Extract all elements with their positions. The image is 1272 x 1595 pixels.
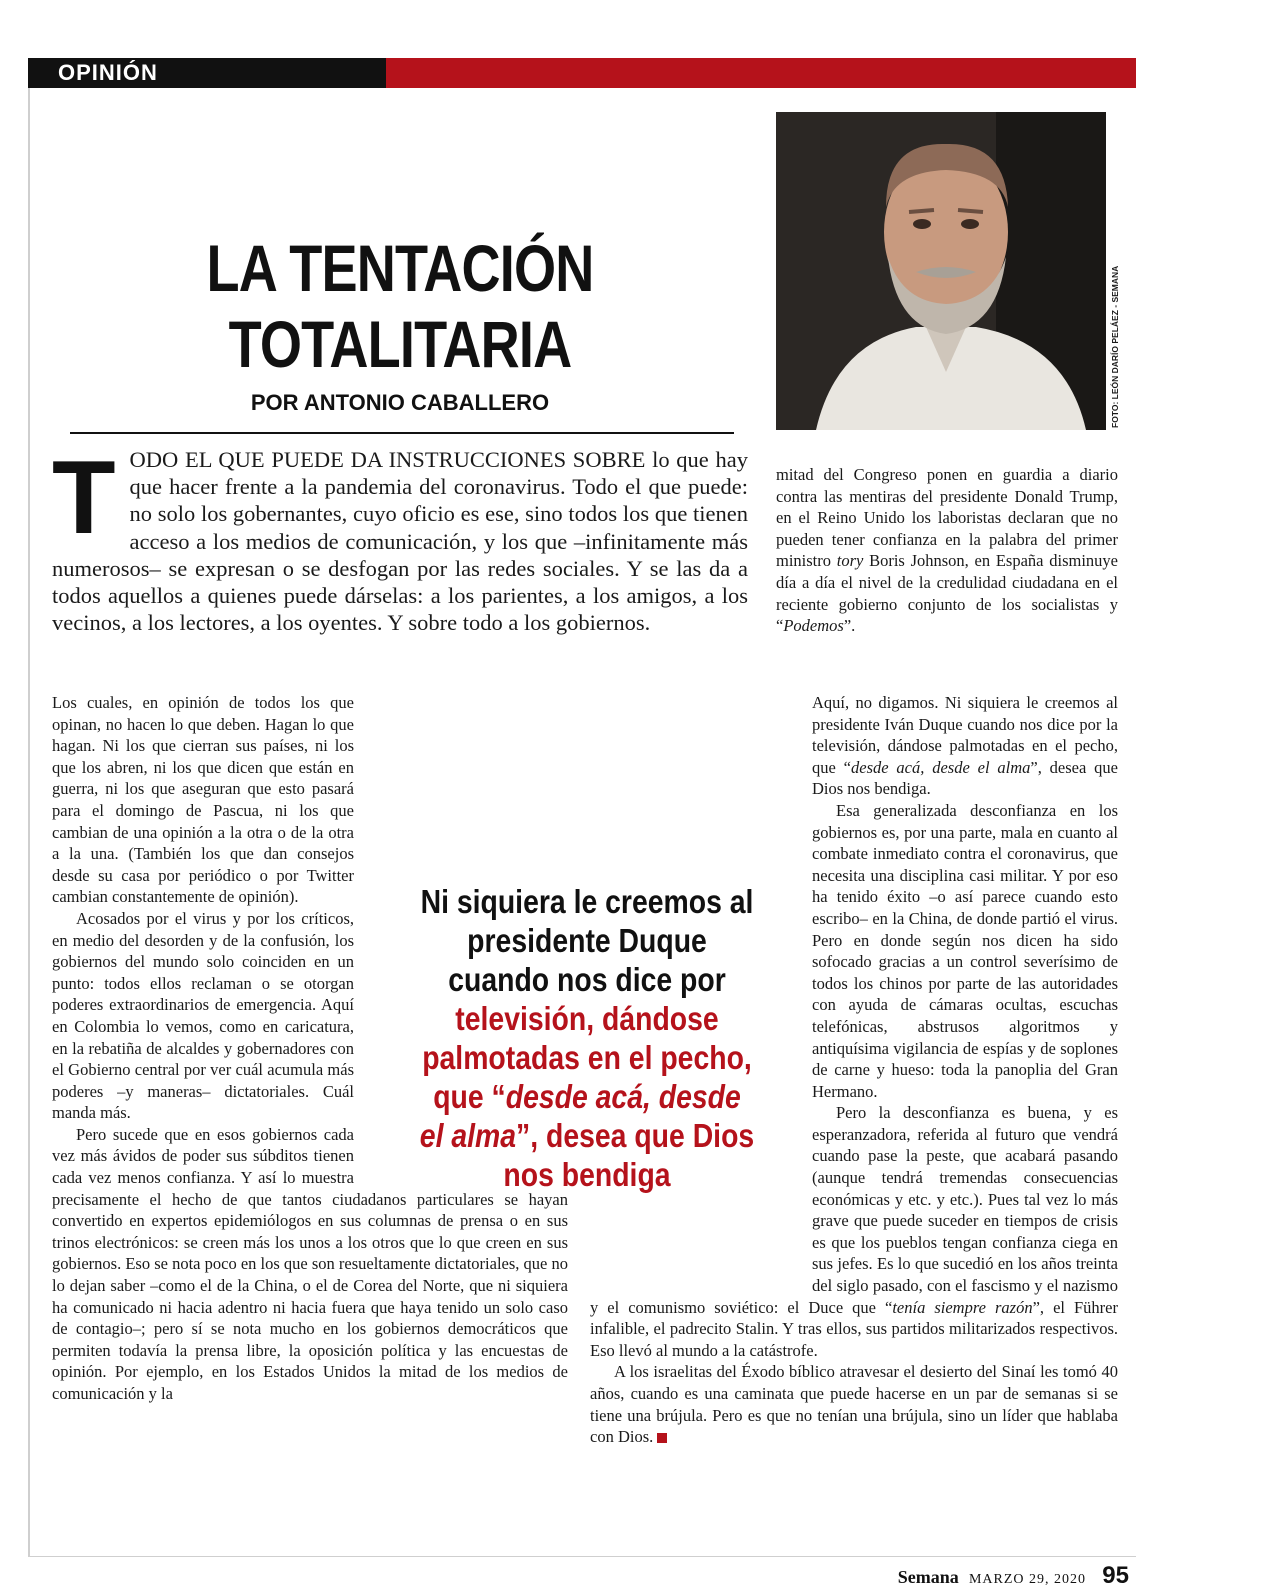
- intro-paragraph: [52, 440, 749, 636]
- photo-credit-holder: [1110, 265, 1272, 438]
- intro-text: lo que hay que hacer frente a la pandemia del coronavirus. Todo el que puede: no solo los gobernantes, cuyo oficio es ese, sino todos los que tienen acceso a los medios de comunicación, y los que –infinitamente más numerosos– se expresan o se desfogan por las redes sociales. Y se las da a todos aquellos a quienes puede dárselas: a los parientes, a los amigos, a los vecinos, a los lectores, a los oyentes. Y sobre todo a los gobiernos.: [52, 447, 749, 636]
- bottom-margin-rule: [28, 1556, 1136, 1557]
- drop-cap: T: [52, 440, 116, 556]
- right-p1-text-b: ”, desea que Dios nos bendiga.: [812, 757, 1118, 799]
- right-p1-em: desde acá, desde el alma: [851, 757, 1031, 777]
- right-p3-text-a: Pero la desconfianza es buena, y es esperanzadora, referida al futuro que vendrá cuando pase la peste, que acabará pasando (aunque tendrá tremendas consecuencias económicas y etc. y etc.). Pues tal vez lo más grave que puede suceder en tiempos de crisis es que los pueblos tengan confianza ciega en sus jefes. Es lo que sucedió en los años treinta del siglo pasado, con el fascismo y el nazismo y el comunismo soviético: el Duce que “: [590, 1103, 1118, 1317]
- pull-quote-red-1: televisión, dándose palmotadas en el pecho, que “: [422, 1000, 752, 1115]
- section-bar: [28, 58, 1136, 88]
- right-p4-text: A los israelitas del Éxodo bíblico atravesar el desierto del Sinaí les tomó 40 años, cuando es una caminata que puede hacerse en un par de semanas si se tiene una brújula. Pero es que no tenían una brújula, sino un líder que hablaba con Dios.: [590, 1362, 1118, 1447]
- issue-date: MARZO 29, 2020: [968, 1572, 1087, 1587]
- page-number: 95: [1102, 1562, 1129, 1589]
- author-photo: [776, 112, 1106, 430]
- right-p1-text-a: Aquí, no digamos. Ni siquiera le creemos al presidente Iván Duque cuando nos dice por la televisión, dándose palmotadas en el pecho, que “: [812, 693, 1118, 777]
- right-top-em-1: tory: [836, 551, 864, 571]
- left-p1: Los cuales, en opinión de todos los que opinan, no hacen lo que deben. Hagan lo que hagan. Ni los que cierran sus países, ni los que los abren, ni los que dicen que están en guerra, ni los que aseguran que esto pasará para el domingo de Pascua, ni los que cambian de una opinión a la otra o de la otra a la una. (También los que dan consejos desde su casa por periódico o por Twitter cambian constantemente de opinión).: [52, 693, 354, 907]
- right-top-text-3: ”.: [843, 616, 856, 636]
- section-accent-bar: [386, 58, 1136, 88]
- headline-line-2: TOTALITARIA: [228, 307, 572, 381]
- author-portrait-illustration: [776, 112, 1106, 430]
- left-margin-rule: [28, 88, 30, 1556]
- headline: [170, 230, 629, 382]
- page-footer: [898, 1562, 1129, 1590]
- right-p3-em: tenía siempre razón: [892, 1297, 1033, 1317]
- photo-credit: FOTO: LEÓN DARÍO PELÁEZ - SEMANA: [1110, 265, 1120, 428]
- left-p2: Acosados por el virus y por los críticos, en medio del desorden y de la confusión, los gobiernos del mundo solo coinciden en un punto: todos ellos reclaman o se otorgan poderes extraordinarios de emergencia. Aquí en Colombia lo vemos, como en caricatura, en la rebatiña de alcaldes y gobernadores con el Gobierno central por ver cuál acumula más poderes –y maneras– dictatoriales. Cuál manda más.: [52, 908, 354, 1123]
- end-of-article-mark: [657, 1433, 667, 1443]
- headline-rule: [70, 432, 734, 434]
- left-p3: Pero sucede que en esos gobiernos cada vez más ávidos de poder sus súbditos tienen cada vez menos confianza. Y así lo muestra precisamente el hecho de que tantos ciudadanos particulares se hayan convertido en expertos epidemiólogos en sus columnas de prensa o en sus trinos electrónicos: se creen más los unos a los otros que lo que creen en sus gobiernos. Eso se nota poco en los que son resueltamente dictatoriales, que no lo dejan saber –como el de la China, o el de Corea del Norte, que ni siquiera ha comunicado ni hacia adentro ni hacia fuera que haya tenido un solo caso de contagio–; pero sí se nota mucho en los gobiernos democráticos que permiten todavía la prensa libre, la oposición política y las encuestas de opinión. Por ejemplo, en los Estados Unidos la mitad de los medios de comunicación y la: [52, 1124, 568, 1403]
- pull-quote-red-2: ”, desea que Dios nos bendiga: [503, 1117, 755, 1193]
- right-top-paragraph: [776, 464, 1118, 637]
- right-p4: [590, 1361, 1118, 1447]
- right-p2: Esa generalizada desconfianza en los gobiernos es, por una parte, mala en cuanto al combate inmediato contra el coronavirus, que necesita una disciplina casi militar. Y por eso ha tenido éxito –o así parece cuando esto escribo– en la China, de donde partió el virus. Pero en donde según nos dicen ha sido sofocado gracias a un control severísimo de todos los chinos por parte de las autoridades con ayuda de cámaras ocultas, escuchas telefónicas, abstrusos algoritmos y antiquísima vigilancia de espías y de soplones de carne y hueso: toda la panoplia del Gran Hermano.: [812, 800, 1118, 1101]
- right-p1: [590, 692, 1118, 800]
- pull-quote-black: Ni siquiera le creemos al presidente Duque cuando nos dice por: [420, 883, 754, 998]
- right-top-text-1: mitad del Congreso ponen en guardia a diario contra las mentiras del presidente Donald Trump, en el Reino Unido los laboristas declaran que no pueden tener confianza en la palabra del primer ministro: [776, 465, 1118, 571]
- headline-line-1: LA TENTACIÓN: [206, 231, 594, 305]
- right-top-em-2: Podemos: [783, 616, 844, 636]
- pull-quote-red-em: desde acá, desde el alma: [419, 1078, 741, 1154]
- right-column-top: [776, 464, 1118, 637]
- left-wrap-spacer-top: [354, 692, 568, 810]
- pull-quote: [419, 882, 754, 1194]
- section-label: OPINIÓN: [28, 58, 386, 88]
- byline: POR ANTONIO CABALLERO: [250, 390, 550, 415]
- intro-lead: ODO EL QUE PUEDE DA INSTRUCCIONES SOBRE: [129, 447, 646, 472]
- right-top-text-2: Boris Johnson, en España disminuye día a día el nivel de la credulidad ciudadana en el reciente gobierno conjunto de los socialistas y “: [776, 551, 1118, 636]
- publication-name: Semana: [897, 1567, 959, 1587]
- right-p3-text-b: ”, el Führer infalible, el padrecito Stalin. Y tras ellos, sus partidos militarizados respectivos. Eso llevó al mundo a la catástrofe.: [590, 1297, 1118, 1360]
- pull-quote-red: [420, 1000, 754, 1193]
